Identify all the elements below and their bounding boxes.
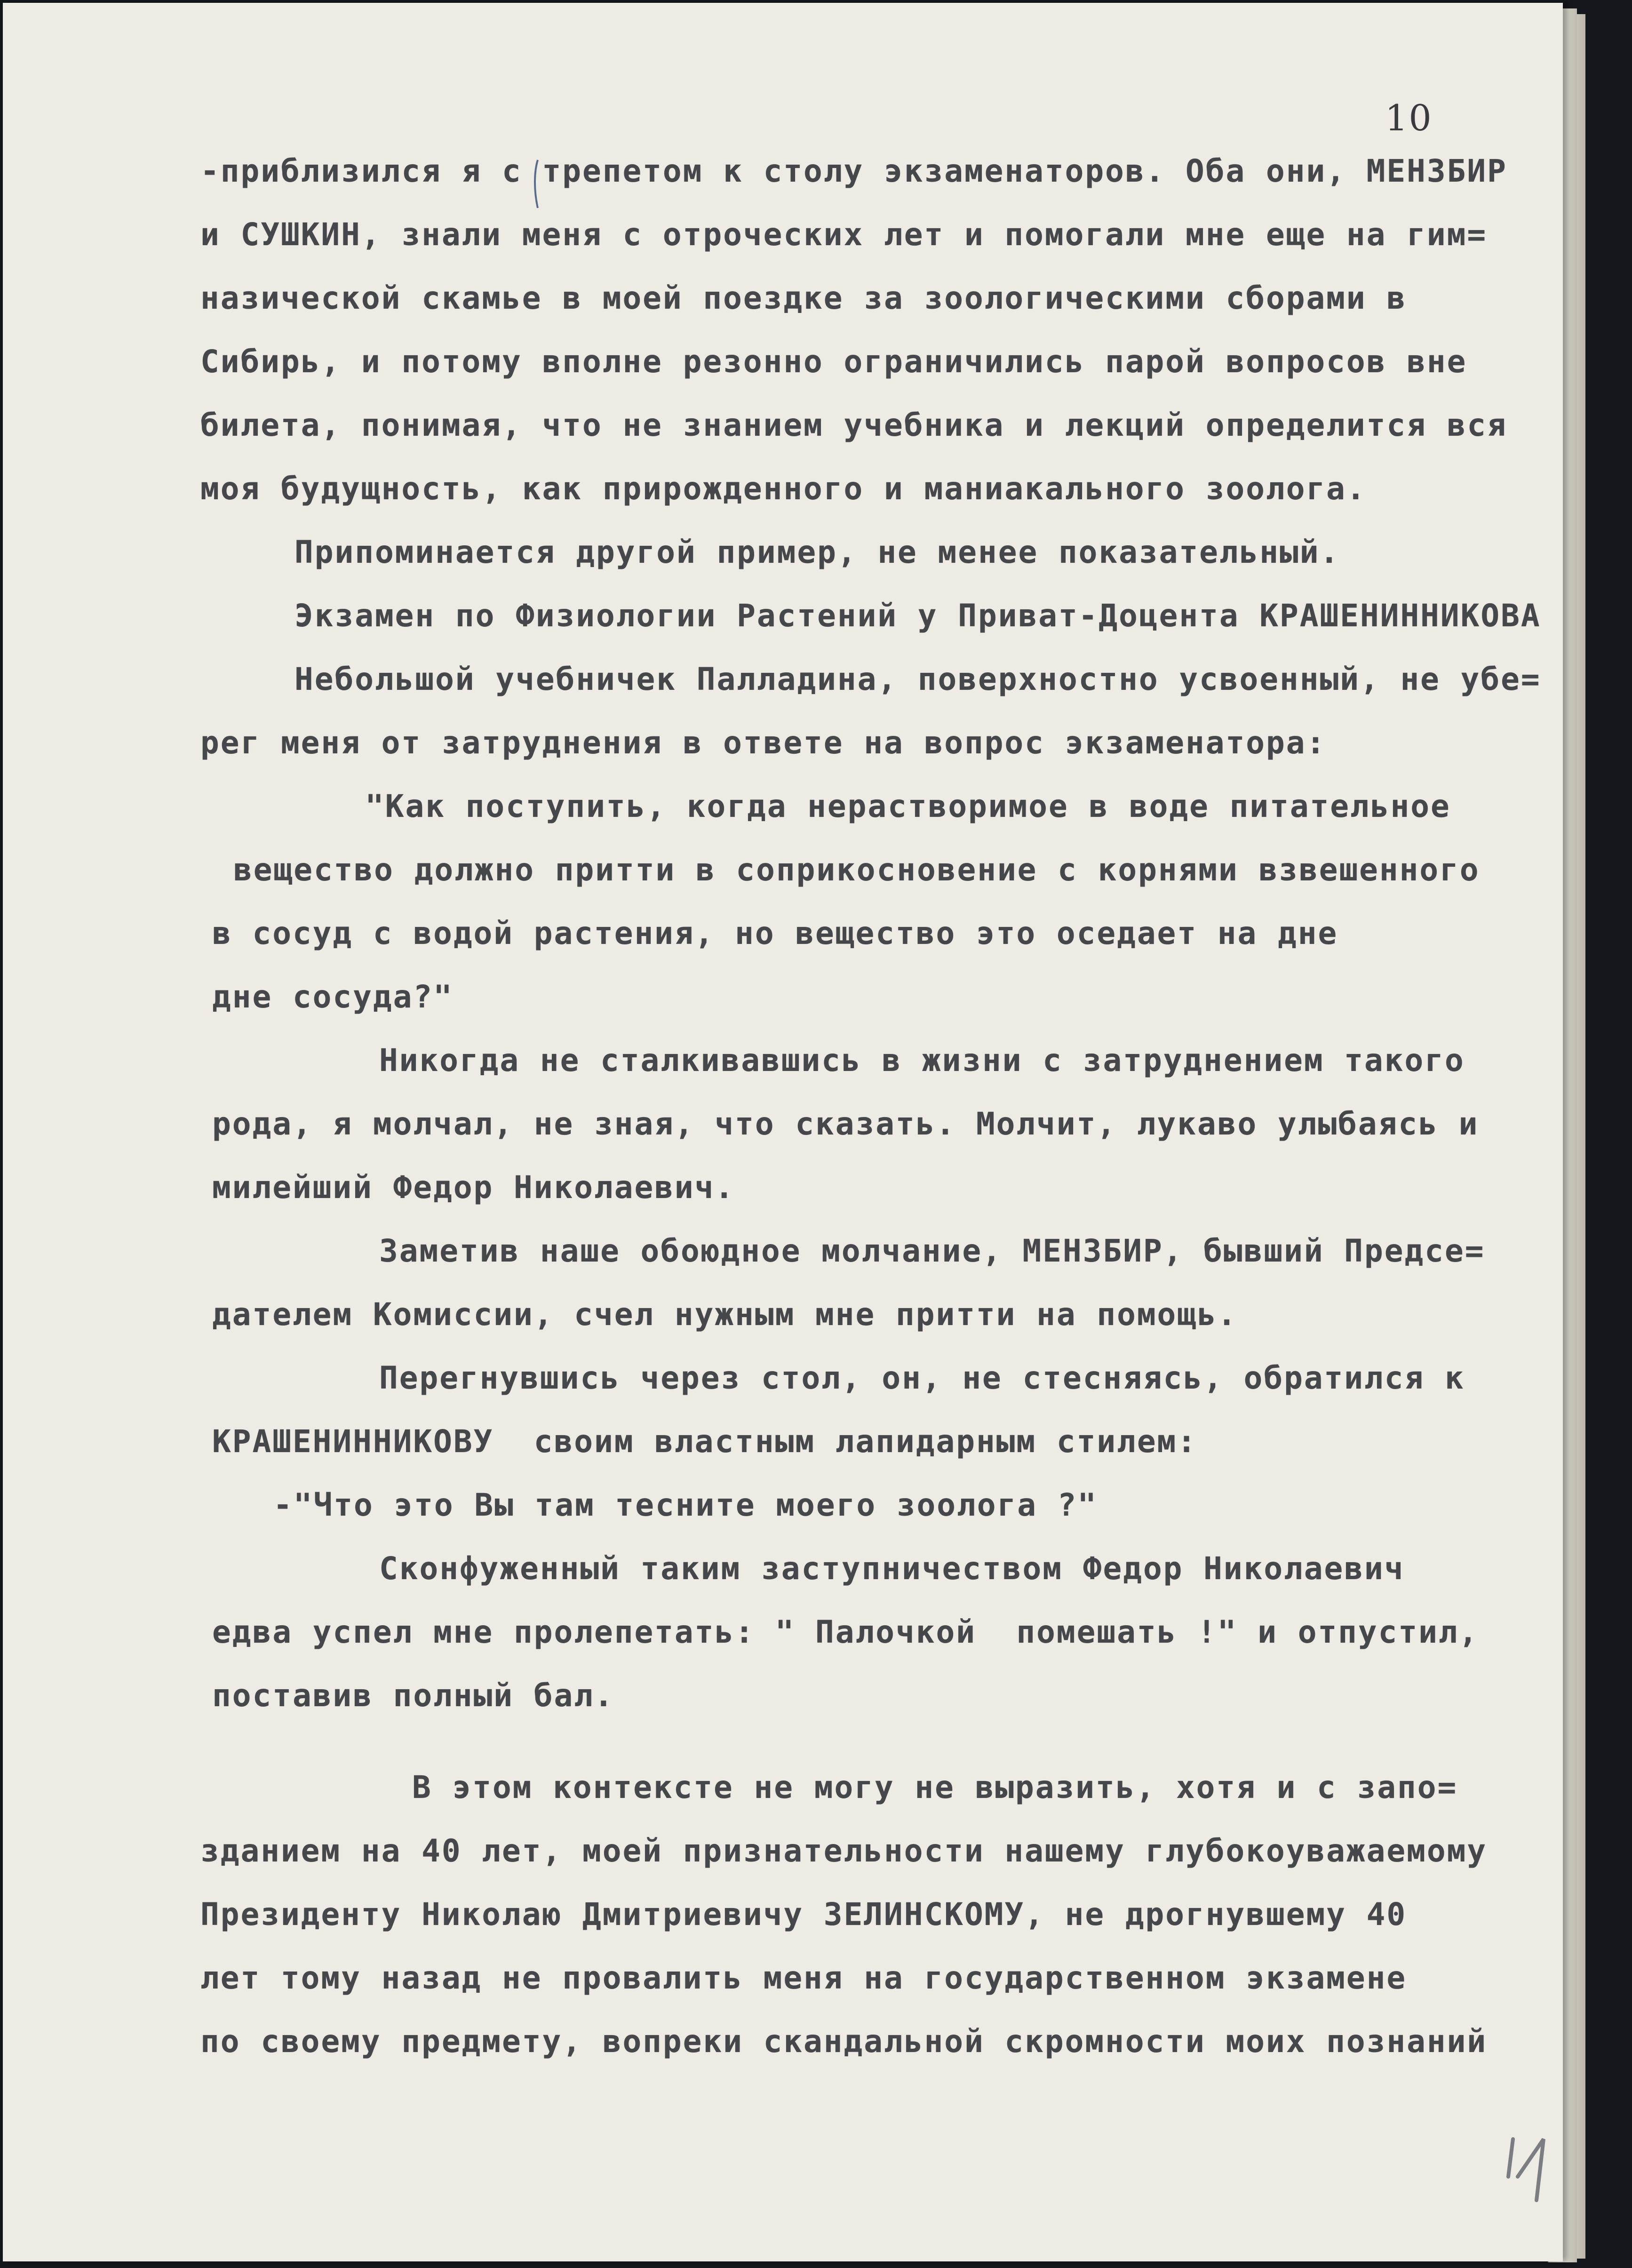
text-line: Экзамен по Физиологии Растений у Приват-Доцента КРАШЕНИННИКОВА xyxy=(295,598,1541,634)
text-line: Перегнувшись через стол, он, не стесняясь, обратился к xyxy=(379,1360,1465,1396)
text-line: поставив полный бал. xyxy=(212,1677,614,1714)
text-line: рода, я молчал, не зная, что сказать. Молчит, лукаво улыбаясь и xyxy=(212,1106,1479,1142)
text-line: милейший Федор Николаевич. xyxy=(212,1169,735,1206)
text-line: "Как поступить, когда нерастворимое в воде питательное xyxy=(365,788,1451,824)
text-line: лет тому назад не провалить меня на государственном экзамене xyxy=(200,1960,1407,1996)
text-line: по своему предмету, вопреки скандальной скромности моих познаний xyxy=(200,2023,1488,2060)
text-line: Сибирь, и потому вполне резонно ограничились парой вопросов вне xyxy=(200,343,1467,380)
text-line: дне сосуда?" xyxy=(212,979,454,1015)
text-line: рег меня от затруднения в ответе на вопрос экзаменатора: xyxy=(200,725,1327,761)
text-line: -приблизился я с трепетом к столу экзаменаторов. Оба они, МЕНЗБИР xyxy=(200,153,1507,189)
text-line: назической скамье в моей поездке за зоологическими сборами в xyxy=(200,280,1407,316)
page-number: 10 xyxy=(1385,97,1433,139)
text-line: В этом контексте не могу не выразить, хотя и с запо= xyxy=(412,1769,1458,1805)
text-line: Никогда не сталкивавшись в жизни с затруднением такого xyxy=(379,1042,1465,1078)
text-line: моя будущность, как прирожденного и маниакального зоолога. xyxy=(200,471,1367,507)
text-line: в сосуд с водой растения, но вещество это оседает на дне xyxy=(212,915,1338,951)
folio-pencil-mark xyxy=(1499,2130,1555,2205)
text-line: дателем Комиссии, счел нужным мне притти на помощь. xyxy=(212,1296,1238,1333)
text-line: КРАШЕНИННИКОВУ своим властным лапидарным стилем: xyxy=(212,1423,1198,1460)
text-line: билета, понимая, что не знанием учебника и лекций определится вся xyxy=(200,407,1507,443)
text-line: едва успел мне пролепетать: " Палочкой помешать !" и отпустил, xyxy=(212,1614,1479,1650)
text-line: Президенту Николаю Дмитриевичу ЗЕЛИНСКОМУ, не дрогнувшему 40 xyxy=(200,1896,1407,1933)
text-line: Припоминается другой пример, не менее показательный. xyxy=(295,534,1340,570)
text-line: зданием на 40 лет, моей признательности нашему глубокоуважаемому xyxy=(200,1833,1488,1869)
text-line: и СУШКИН, знали меня с отроческих лет и помогали мне еще на гим= xyxy=(200,216,1488,253)
typewritten-page xyxy=(3,3,1563,2261)
text-line: Сконфуженный таким заступничеством Федор Николаевич xyxy=(379,1550,1405,1587)
text-line: Небольшой учебничек Палладина, поверхностно усвоенный, не убе= xyxy=(295,661,1541,697)
text-line: Заметив наше обоюдное молчание, МЕНЗБИР, бывший Предсе= xyxy=(379,1233,1485,1269)
text-line: вещество должно притти в соприкосновение с корнями взвешенного xyxy=(233,852,1480,888)
text-line: -"Что это Вы там тесните моего зоолога ?" xyxy=(273,1487,1098,1523)
pencil-correction-mark xyxy=(532,158,541,210)
